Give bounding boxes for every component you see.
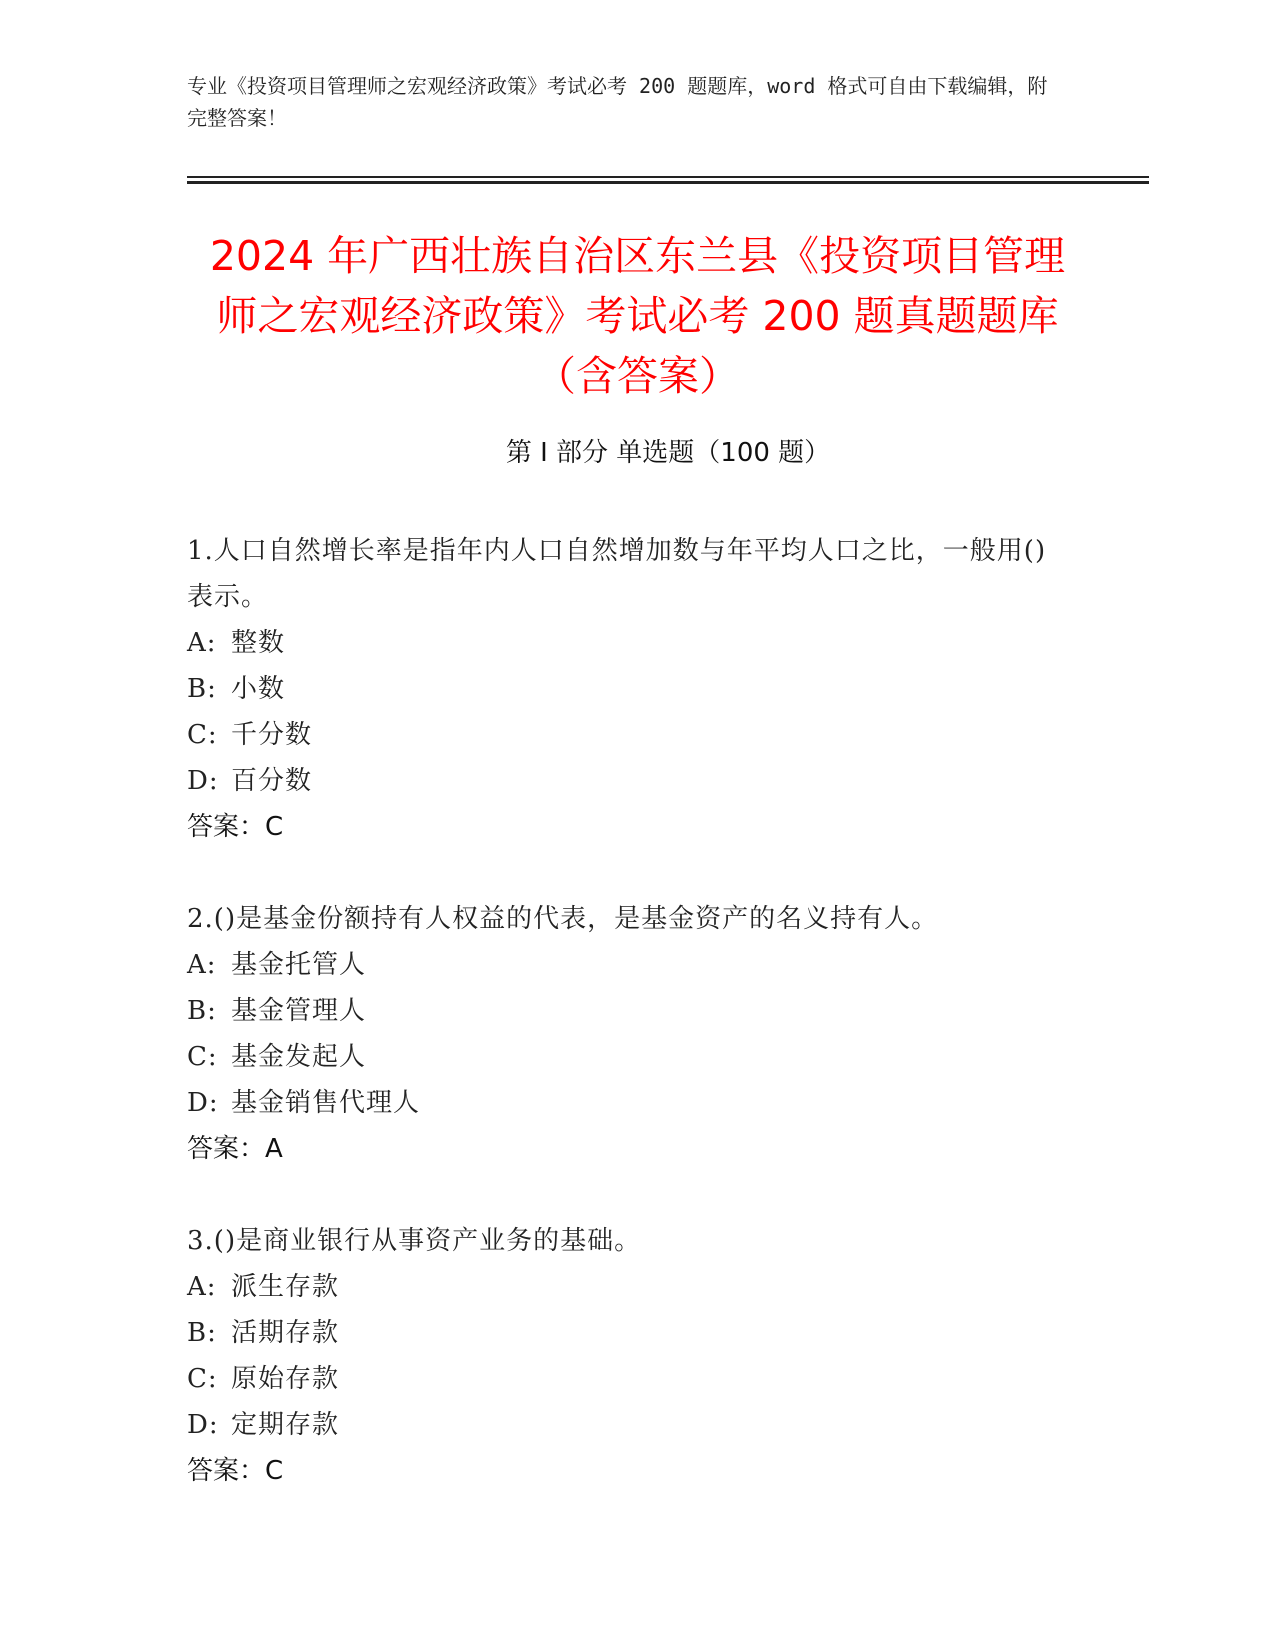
option-key: A: bbox=[187, 1272, 217, 1302]
option-key: A: bbox=[187, 628, 217, 658]
question-list bbox=[187, 528, 1067, 1540]
option-key: C: bbox=[187, 1364, 218, 1394]
option-key: A: bbox=[187, 950, 217, 980]
option-a bbox=[187, 620, 1067, 666]
option-text: 原始存款 bbox=[231, 1364, 340, 1394]
header-divider-thin bbox=[187, 176, 1149, 178]
option-d bbox=[187, 758, 1067, 804]
option-c bbox=[187, 712, 1067, 758]
answer-line: 答案：C bbox=[187, 1456, 284, 1486]
answer-line: 答案：A bbox=[187, 1134, 283, 1164]
option-d bbox=[187, 1402, 1067, 1448]
question-stem: 2.()是基金份额持有人权益的代表，是基金资产的名义持有人。 bbox=[187, 904, 939, 934]
option-key: B: bbox=[187, 674, 217, 704]
option-text: 整数 bbox=[231, 628, 286, 658]
option-text: 百分数 bbox=[231, 766, 313, 796]
option-b bbox=[187, 988, 1067, 1034]
question-item bbox=[187, 528, 1067, 850]
question-stem: 3.()是商业银行从事资产业务的基础。 bbox=[187, 1226, 642, 1256]
section-heading: 第 I 部分 单选题（100 题） bbox=[505, 438, 831, 468]
question-stem: 1.人口自然增长率是指年内人口自然增加数与年平均人口之比，一般用()表示。 bbox=[187, 536, 1047, 612]
document-title: 2024 年广西壮族自治区东兰县《投资项目管理师之宏观经济政策》考试必考 200 题真题题库（含答案） bbox=[209, 232, 1066, 400]
option-key: D: bbox=[187, 1410, 219, 1440]
option-text: 小数 bbox=[231, 674, 286, 704]
header-divider-thick bbox=[187, 181, 1149, 184]
option-key: B: bbox=[187, 1318, 217, 1348]
option-b bbox=[187, 666, 1067, 712]
option-d bbox=[187, 1080, 1067, 1126]
option-text: 基金托管人 bbox=[231, 950, 367, 980]
option-text: 基金发起人 bbox=[231, 1042, 367, 1072]
option-text: 千分数 bbox=[231, 720, 313, 750]
option-key: C: bbox=[187, 1042, 218, 1072]
option-key: D: bbox=[187, 1088, 219, 1118]
option-text: 定期存款 bbox=[231, 1410, 340, 1440]
option-text: 基金管理人 bbox=[231, 996, 367, 1026]
option-key: D: bbox=[187, 766, 219, 796]
option-b bbox=[187, 1310, 1067, 1356]
answer-line: 答案：C bbox=[187, 812, 284, 842]
option-text: 派生存款 bbox=[231, 1272, 340, 1302]
option-text: 基金销售代理人 bbox=[231, 1088, 421, 1118]
option-a bbox=[187, 1264, 1067, 1310]
option-text: 活期存款 bbox=[231, 1318, 340, 1348]
option-c bbox=[187, 1356, 1067, 1402]
option-key: C: bbox=[187, 720, 218, 750]
header-note: 专业《投资项目管理师之宏观经济政策》考试必考 200 题题库，word 格式可自由下载编辑，附完整答案！ bbox=[187, 74, 1048, 130]
option-a bbox=[187, 942, 1067, 988]
option-c bbox=[187, 1034, 1067, 1080]
question-item bbox=[187, 1218, 1067, 1494]
option-key: B: bbox=[187, 996, 217, 1026]
question-item bbox=[187, 896, 1067, 1172]
